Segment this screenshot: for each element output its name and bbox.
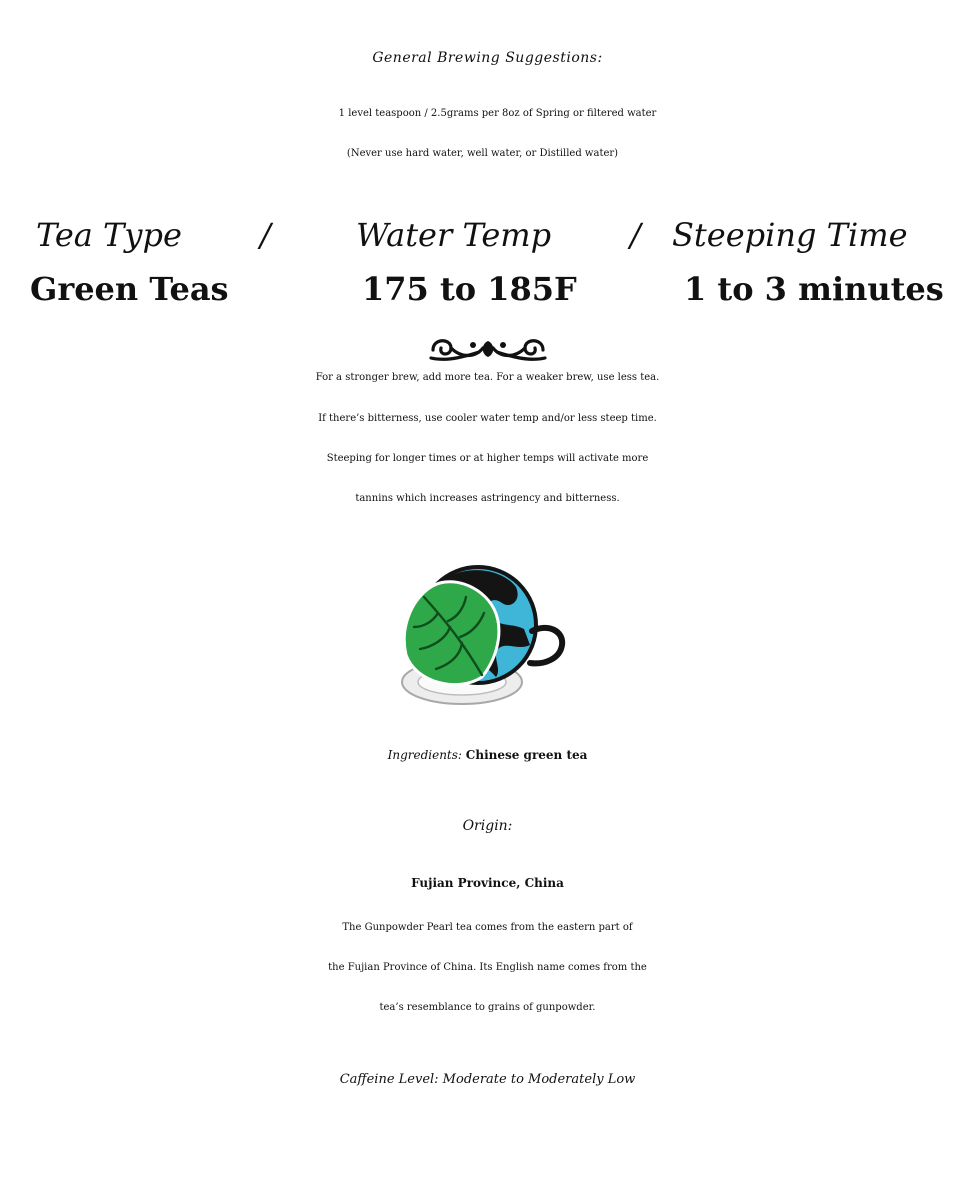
header-separator: / xyxy=(260,216,271,254)
globe-leaf-teacup-icon xyxy=(398,565,576,715)
brewing-heading: General Brewing Suggestions: xyxy=(372,50,603,66)
origin-description-1: The Gunpowder Pearl tea comes from the eastern part of xyxy=(342,922,633,933)
value-tea-type: Green Teas xyxy=(30,270,229,308)
header-water-temp: Water Temp xyxy=(356,216,552,254)
value-water-temp: 175 to 185F xyxy=(362,270,577,308)
caffeine-level: Caffeine Level: Moderate to Moderately Low xyxy=(339,1072,636,1087)
header-separator: / xyxy=(630,216,641,254)
brew-tip-4: tannins which increases astringency and bitterness. xyxy=(355,493,620,504)
origin-label: Origin: xyxy=(462,818,513,834)
instruction-measure: 1 level teaspoon / 2.5grams per 8oz of Spring or filtered water xyxy=(338,108,657,119)
header-steeping-time: Steeping Time xyxy=(672,216,908,254)
origin-value: Fujian Province, China xyxy=(411,876,564,890)
swirl-divider-icon xyxy=(427,332,549,364)
brew-tip-2: If there’s bitterness, use cooler water temp and/or less steep time. xyxy=(318,413,657,424)
origin-description-3: tea’s resemblance to grains of gunpowder. xyxy=(379,1002,596,1013)
ingredients-value: Chinese green tea xyxy=(465,748,588,762)
instruction-water-warning: (Never use hard water, well water, or Distilled water) xyxy=(346,148,619,159)
header-tea-type: Tea Type xyxy=(36,216,182,254)
ingredients-label: Ingredients: xyxy=(387,748,462,762)
value-steeping-time: 1 to 3 minutes xyxy=(684,270,944,308)
brew-tip-3: Steeping for longer times or at higher temps will activate more xyxy=(326,453,649,464)
ingredients-line xyxy=(0,748,975,762)
origin-description-2: the Fujian Province of China. Its English name comes from the xyxy=(328,962,647,973)
brew-tip-1: For a stronger brew, add more tea. For a weaker brew, use less tea. xyxy=(315,372,660,383)
